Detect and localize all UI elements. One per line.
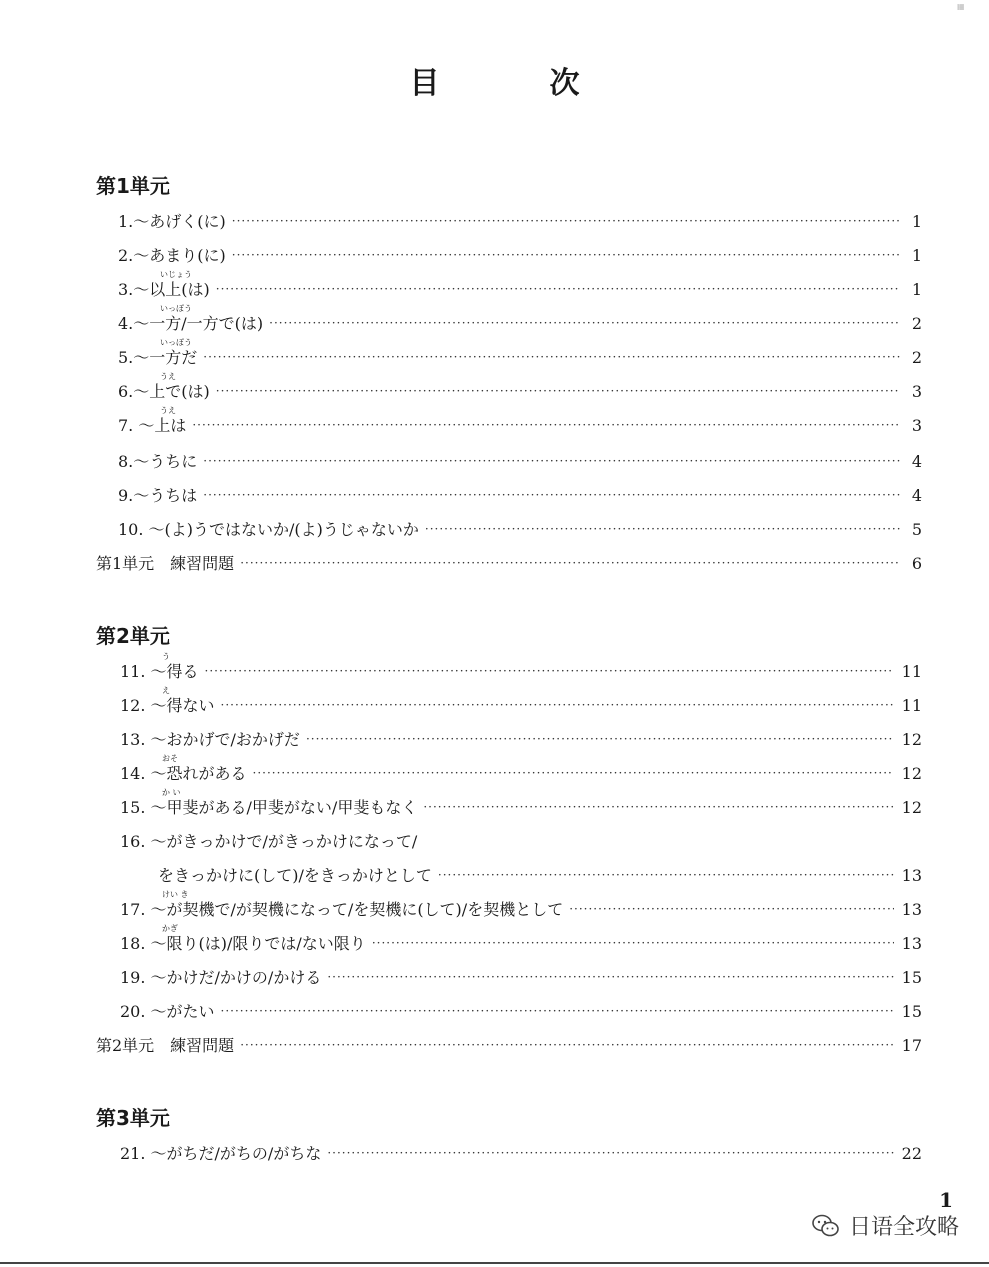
dot-leader bbox=[192, 416, 900, 436]
toc-entry-page: 3 bbox=[911, 382, 922, 401]
toc-entry[interactable] bbox=[118, 270, 922, 300]
toc-entry-page: 13 bbox=[901, 900, 922, 919]
dot-leader bbox=[203, 348, 900, 368]
toc-entry[interactable] bbox=[118, 406, 922, 436]
toc-entry[interactable] bbox=[120, 828, 922, 852]
dot-leader bbox=[240, 1036, 893, 1056]
toc-entry-label: 11. ～得る う bbox=[120, 652, 199, 681]
toc-exercise-entry[interactable] bbox=[96, 550, 922, 574]
toc-entry-page: 13 bbox=[901, 934, 922, 953]
toc-entry-page: 1 bbox=[911, 246, 922, 265]
dot-leader bbox=[216, 280, 900, 300]
toc-entry-page: 1 bbox=[911, 280, 922, 299]
toc-entry-label: 19. ～かけだ/かけの/かける bbox=[120, 968, 322, 987]
furigana-reading: いっぽう bbox=[160, 304, 192, 313]
unit-heading: 第3単元 bbox=[96, 1106, 170, 1130]
toc-exercise-entry[interactable] bbox=[96, 1032, 922, 1056]
toc-entry[interactable] bbox=[120, 754, 922, 784]
furigana-reading: うえ bbox=[160, 406, 176, 415]
toc-entry-page: 3 bbox=[911, 416, 922, 435]
toc-entry-page: 22 bbox=[901, 1144, 922, 1163]
toc-entry-page: 15 bbox=[901, 1002, 922, 1021]
toc-entry-label: 14. ～恐れがある おそ bbox=[120, 754, 247, 783]
unit-heading: 第1単元 bbox=[96, 174, 170, 198]
dot-leader bbox=[306, 730, 894, 750]
dot-leader bbox=[232, 246, 900, 266]
dot-leader bbox=[425, 520, 900, 540]
dot-leader bbox=[240, 554, 900, 574]
toc-entry-page: 13 bbox=[901, 866, 922, 885]
toc-entry-label: 21. ～がちだ/がちの/がちな bbox=[120, 1144, 322, 1163]
dot-leader bbox=[221, 1002, 894, 1022]
toc-entry-label: 第1単元 練習問題 bbox=[96, 554, 235, 573]
toc-entry-page: 12 bbox=[901, 798, 922, 817]
dot-leader bbox=[423, 798, 893, 818]
toc-entry-page: 5 bbox=[911, 520, 922, 539]
toc-entry[interactable] bbox=[118, 208, 922, 232]
dot-leader bbox=[269, 314, 900, 334]
toc-entry[interactable] bbox=[120, 890, 922, 920]
toc-entry-page: 6 bbox=[911, 554, 922, 573]
dot-leader bbox=[372, 934, 894, 954]
toc-entry-label: 4.～一方/一方で(は) いっぽう bbox=[118, 304, 264, 333]
toc-entry-page: 11 bbox=[901, 696, 922, 715]
toc-entry-label: 3.～以上(は) いじょう bbox=[118, 270, 210, 299]
toc-entry-label: 13. ～おかげで/おかげだ bbox=[120, 730, 300, 749]
toc-entry[interactable] bbox=[120, 964, 922, 988]
toc-entry-label: 8.～うちに bbox=[118, 452, 198, 471]
toc-entry-page: 15 bbox=[901, 968, 922, 987]
page-bottom-border bbox=[0, 1262, 989, 1264]
toc-entry[interactable] bbox=[118, 242, 922, 266]
dot-leader bbox=[205, 662, 894, 682]
dot-leader bbox=[203, 452, 900, 472]
toc-entry-label: 20. ～がたい bbox=[120, 1002, 215, 1021]
toc-entry-label: 17. ～が契機で/が契機になって/を契機に(して)/を契機として けい き bbox=[120, 890, 564, 919]
toc-entry[interactable] bbox=[120, 924, 922, 954]
toc-entry-page: 17 bbox=[901, 1036, 922, 1055]
toc-entry[interactable] bbox=[118, 338, 922, 368]
toc-entry-label: 第2単元 練習問題 bbox=[96, 1036, 235, 1055]
dot-leader bbox=[327, 968, 893, 988]
toc-entry-label: 15. ～甲斐がある/甲斐がない/甲斐もなく か い bbox=[120, 788, 418, 817]
scan-corner-mark: ▦ bbox=[957, 2, 965, 11]
toc-entry-page: 2 bbox=[911, 348, 922, 367]
toc-entry[interactable] bbox=[120, 652, 922, 682]
furigana-reading: かぎ bbox=[162, 924, 178, 933]
toc-entry[interactable] bbox=[118, 516, 922, 540]
furigana-reading: おそ bbox=[162, 754, 178, 763]
toc-entry-page: 12 bbox=[901, 764, 922, 783]
toc-entry-page: 1 bbox=[911, 212, 922, 231]
toc-entry-label: 2.～あまり(に) bbox=[118, 246, 226, 265]
toc-entry-label: 1.～あげく(に) bbox=[118, 212, 226, 231]
wechat-icon bbox=[811, 1213, 841, 1239]
dot-leader bbox=[327, 1144, 893, 1164]
toc-entry[interactable] bbox=[120, 686, 922, 716]
dot-leader bbox=[221, 696, 894, 716]
watermark-text: 日语全攻略 bbox=[848, 1215, 959, 1240]
toc-entry-label: 16. ～がきっかけで/がきっかけになって/ bbox=[120, 832, 418, 851]
toc-entry-page: 2 bbox=[911, 314, 922, 333]
toc-entry-page: 4 bbox=[911, 486, 922, 505]
toc-entry-page: 12 bbox=[901, 730, 922, 749]
furigana-reading: うえ bbox=[160, 372, 176, 381]
furigana-reading: う bbox=[162, 652, 170, 661]
toc-entry-page: 11 bbox=[901, 662, 922, 681]
toc-entry[interactable] bbox=[120, 726, 922, 750]
page-title: 目 次 bbox=[409, 66, 620, 101]
toc-entry-continuation[interactable] bbox=[158, 862, 922, 886]
dot-leader bbox=[569, 900, 893, 920]
furigana-reading: え bbox=[162, 686, 170, 695]
dot-leader bbox=[203, 486, 900, 506]
toc-entry[interactable] bbox=[120, 1140, 922, 1164]
toc-entry[interactable] bbox=[118, 482, 922, 506]
furigana-reading: か い bbox=[162, 788, 181, 797]
unit-heading: 第2単元 bbox=[96, 624, 170, 648]
toc-entry-page: 4 bbox=[911, 452, 922, 471]
dot-leader bbox=[253, 764, 894, 784]
dot-leader bbox=[216, 382, 900, 402]
watermark bbox=[811, 1210, 959, 1241]
toc-entry[interactable] bbox=[120, 998, 922, 1022]
toc-entry-label: 10. ～(よ)うではないか/(よ)うじゃないか bbox=[118, 520, 419, 539]
toc-entry-label: 5.～一方だ いっぽう bbox=[118, 338, 198, 367]
toc-entry[interactable] bbox=[118, 372, 922, 402]
toc-entry-label: をきっかけに(して)/をきっかけとして bbox=[158, 866, 432, 885]
toc-entry-label: 9.～うちは bbox=[118, 486, 198, 505]
toc-entry[interactable] bbox=[118, 304, 922, 334]
dot-leader bbox=[438, 866, 894, 886]
furigana-reading: いじょう bbox=[160, 270, 192, 279]
toc-entry-label: 7. ～上は うえ bbox=[118, 406, 187, 435]
toc-entry-label: 6.～上で(は) うえ bbox=[118, 372, 210, 401]
furigana-reading: けい き bbox=[162, 890, 189, 899]
toc-entry-label: 12. ～得ない え bbox=[120, 686, 215, 715]
dot-leader bbox=[232, 212, 900, 232]
toc-entry-label: 18. ～限り(は)/限りでは/ない限り かぎ bbox=[120, 924, 366, 953]
furigana-reading: いっぽう bbox=[160, 338, 192, 347]
page-number: 1 bbox=[939, 1188, 953, 1212]
toc-entry[interactable] bbox=[118, 448, 922, 472]
toc-entry[interactable] bbox=[120, 788, 922, 818]
